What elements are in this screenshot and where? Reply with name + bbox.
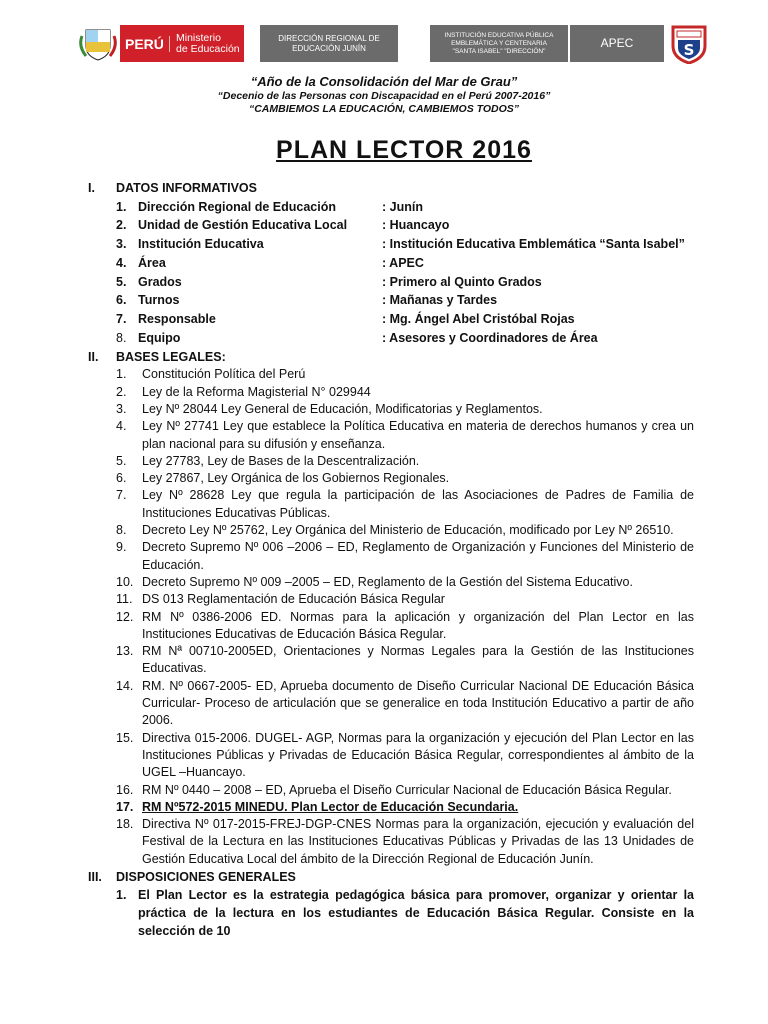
legal-basis-number: 1. xyxy=(116,367,127,382)
slogan-motto: “CAMBIEMOS LA EDUCACIÓN, CAMBIEMOS TODOS” xyxy=(248,103,520,115)
country-label: PERÚ xyxy=(120,36,170,52)
decade-motto: “Decenio de las Personas con Discapacidad en el Perú 2007-2016” xyxy=(217,90,551,102)
legal-basis-text: Directiva Nº 017-2015-FREJ-DGP-CNES Normas para la organización, ejecución y evaluación del Festival de la Lectura en las Instituciones Educativas Públicas y Privadas de las 13 Unidades de Gestión Educativa Local del ámbito de la Dirección Regional de Educación Junín. xyxy=(142,817,694,866)
info-row-number: 4. xyxy=(116,255,127,270)
info-row xyxy=(116,198,694,217)
legal-basis-text: Decreto Supremo Nº 009 –2005 – ED, Reglamento de la Gestión del Sistema Educativo. xyxy=(142,574,633,589)
legal-basis-item xyxy=(116,418,694,453)
info-row-value: : Primero al Quinto Grados xyxy=(382,274,542,289)
info-row-value: : Junín xyxy=(382,199,423,214)
info-row-label: Turnos xyxy=(138,293,180,308)
legal-basis-item xyxy=(116,678,694,730)
info-row-value: : Institución Educativa Emblemática “Santa Isabel” xyxy=(382,237,685,252)
general-provision-item xyxy=(116,886,694,940)
svg-text:S: S xyxy=(683,41,695,59)
legal-basis-number: 6. xyxy=(116,471,127,486)
peru-coat-of-arms-icon xyxy=(78,26,118,62)
mottos-block xyxy=(0,74,768,116)
legal-basis-number: 2. xyxy=(116,384,127,399)
legal-basis-text: RM Nº572-2015 MINEDU. Plan Lector de Educación Secundaria. xyxy=(142,799,519,814)
info-row-number: 5. xyxy=(116,274,127,289)
ministry-logo xyxy=(120,25,244,62)
legal-basis-text: DS 013 Reglamentación de Educación Básica Regular xyxy=(142,592,445,607)
page-header xyxy=(78,24,710,64)
legal-basis-number: 7. xyxy=(116,488,127,503)
section-heading: III. DISPOSICIONES GENERALES xyxy=(88,869,296,884)
info-row-label: Grados xyxy=(138,274,182,289)
legal-basis-text: RM Nº 0386-2006 ED. Normas para la aplicación y organización del Plan Lector en las Instituciones Educativas de Educación Básica Regular. xyxy=(142,609,694,641)
legal-basis-item xyxy=(116,470,694,487)
legal-list xyxy=(116,366,694,868)
legal-basis-item xyxy=(116,816,694,868)
legal-basis-text: RM. Nº 0667-2005- ED, Aprueba documento de Diseño Curricular Nacional DE Educación Básica Curricular- Proceso de articulación que se generalice en toda Institución Educativo a partir de año 2006. xyxy=(142,678,694,728)
legal-basis-number: 3. xyxy=(116,401,127,416)
legal-basis-number: 10. xyxy=(116,574,134,589)
legal-basis-number: 17. xyxy=(116,799,134,814)
legal-basis-number: 9. xyxy=(116,540,127,555)
ministry-label: Ministerio de Educación xyxy=(176,31,240,55)
legal-basis-number: 4. xyxy=(116,419,127,434)
general-list xyxy=(116,886,694,940)
section-heading: II. BASES LEGALES: xyxy=(88,349,226,364)
legal-basis-text: Constitución Política del Perú xyxy=(142,367,306,382)
legal-basis-text: Ley Nº 28628 Ley que regula la participación de las Asociaciones de Padres de Familia de Instituciones Educativas Públicas. xyxy=(142,488,694,520)
legal-basis-text: RM Nº 0440 – 2008 – ED, Aprueba el Diseño Curricular Nacional de Educación Básica Regular. xyxy=(142,782,672,797)
info-row-number: 3. xyxy=(116,237,127,252)
institution-cell: INSTITUCIÓN EDUCATIVA PÚBLICA EMBLEMÁTICA Y CENTENARIA "SANTA ISABEL" "DIRECCIÓN" xyxy=(428,25,568,62)
legal-basis-item xyxy=(116,522,694,539)
legal-basis-number: 12. xyxy=(116,609,134,624)
info-list xyxy=(116,198,694,348)
legal-basis-item xyxy=(116,782,694,799)
info-row-value: : APEC xyxy=(382,255,424,270)
info-row-number: 2. xyxy=(116,218,127,233)
legal-basis-item xyxy=(116,453,694,470)
legal-basis-number: 18. xyxy=(116,817,134,832)
info-row-number: 8. xyxy=(116,331,127,346)
legal-basis-item xyxy=(116,401,694,418)
info-row xyxy=(116,329,694,348)
legal-basis-item xyxy=(116,487,694,522)
info-row xyxy=(116,291,694,310)
legal-basis-item xyxy=(116,799,694,816)
legal-basis-number: 14. xyxy=(116,678,134,693)
info-row xyxy=(116,235,694,254)
apec-cell: APEC xyxy=(568,25,664,62)
legal-basis-text: Decreto Ley Nº 25762, Ley Orgánica del Ministerio de Educación, modificado por Ley Nº 26510. xyxy=(142,523,674,538)
info-row xyxy=(116,273,694,292)
info-row-label: Unidad de Gestión Educativa Local xyxy=(138,218,348,233)
info-row-value: : Mg. Ángel Abel Cristóbal Rojas xyxy=(382,312,575,327)
legal-basis-number: 13. xyxy=(116,644,134,659)
legal-basis-number: 15. xyxy=(116,730,134,745)
info-row xyxy=(116,216,694,235)
legal-basis-number: 5. xyxy=(116,453,127,468)
info-row-label: Área xyxy=(138,255,166,270)
school-shield-icon xyxy=(670,24,708,64)
info-row xyxy=(116,310,694,329)
info-row-value: : Huancayo xyxy=(382,218,450,233)
info-row-value: : Asesores y Coordinadores de Área xyxy=(382,331,598,346)
legal-basis-text: Ley Nº 28044 Ley General de Educación, Modificatorias y Reglamentos. xyxy=(142,401,543,416)
info-row-label: Institución Educativa xyxy=(138,237,264,252)
legal-basis-text: Ley 27783, Ley de Bases de la Descentralización. xyxy=(142,453,420,468)
info-row-number: 1. xyxy=(116,199,127,214)
info-row-label: Responsable xyxy=(138,312,216,327)
legal-basis-item xyxy=(116,591,694,608)
legal-basis-item xyxy=(116,730,694,782)
info-row-label: Equipo xyxy=(138,331,181,346)
legal-basis-item xyxy=(116,384,694,401)
general-provision-text: El Plan Lector es la estrategia pedagógica básica para promover, organizar y orientar la práctica de la lectura en los estudiantes de Educación Básica Regular. Consiste en la selección de 10 xyxy=(138,888,694,939)
legal-basis-text: RM Nª 00710-2005ED, Orientaciones y Normas Legales para la Gestión de las Instituciones Educativas. xyxy=(142,644,694,676)
document-body xyxy=(88,179,694,940)
legal-basis-item xyxy=(116,539,694,574)
legal-basis-item xyxy=(116,609,694,644)
document-title: PLAN LECTOR 2016 xyxy=(276,136,532,164)
info-row-value: : Mañanas y Tardes xyxy=(382,293,498,308)
general-provision-number: 1. xyxy=(116,888,127,903)
legal-basis-text: Decreto Supremo Nº 006 –2006 – ED, Reglamento de Organización y Funciones del Ministerio de Educación. xyxy=(142,540,694,572)
info-row-number: 7. xyxy=(116,312,127,327)
legal-basis-text: Directiva 015-2006. DUGEL- AGP, Normas para la organización y ejecución del Plan Lector en las Instituciones Públicas y Privadas de Educación Básica Regular, correspondientes al ámbito de la UGEL –Huancayo. xyxy=(142,730,694,780)
regional-direction-cell: DIRECCIÓN REGIONAL DE EDUCACIÓN JUNÍN xyxy=(258,25,398,62)
legal-basis-item xyxy=(116,574,694,591)
legal-basis-text: Ley de la Reforma Magisterial N° 029944 xyxy=(142,384,371,399)
section-heading: I. DATOS INFORMATIVOS xyxy=(88,181,257,195)
legal-basis-number: 8. xyxy=(116,523,127,538)
info-row-number: 6. xyxy=(116,293,127,308)
legal-basis-text: Ley 27867, Ley Orgánica de los Gobiernos Regionales. xyxy=(142,471,450,486)
legal-basis-item xyxy=(116,643,694,678)
info-row-label: Dirección Regional de Educación xyxy=(138,199,336,214)
year-motto: “Año de la Consolidación del Mar de Grau” xyxy=(250,74,518,89)
legal-basis-text: Ley Nº 27741 Ley que establece la Política Educativa en materia de derechos humanos y crea un plan nacional para su difusión y enseñanza. xyxy=(142,419,694,451)
legal-basis-number: 16. xyxy=(116,782,134,797)
legal-basis-number: 11. xyxy=(116,592,133,607)
legal-basis-item xyxy=(116,366,694,383)
info-row xyxy=(116,254,694,273)
